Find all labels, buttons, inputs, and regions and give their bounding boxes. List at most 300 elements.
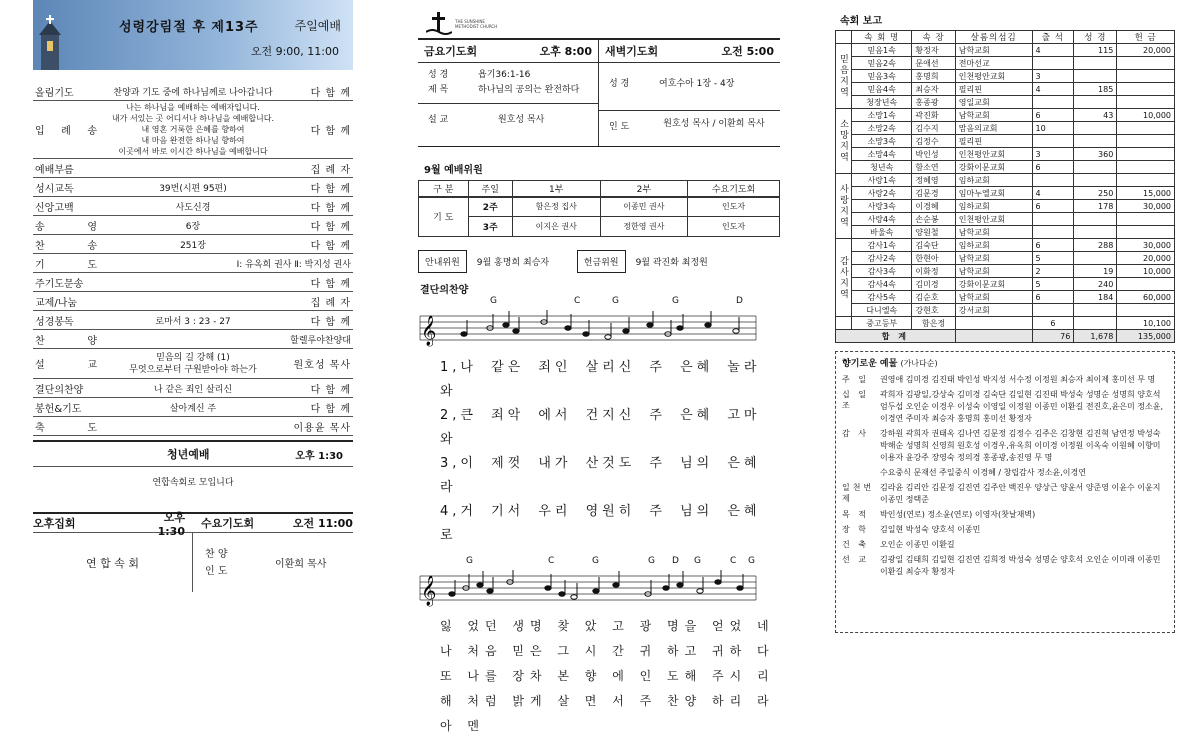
report-cell: 115 xyxy=(1074,44,1117,57)
report-cell: 박인성 xyxy=(912,148,955,161)
report-header-row xyxy=(836,31,1175,44)
report-row xyxy=(836,291,1175,304)
report-row xyxy=(836,278,1175,291)
fri-row-label: 제 목 xyxy=(428,85,449,95)
offering-names: 김광일 김태희 김일현 김진연 김희정 박성숙 성명순 양호석 오인순 이미래 이종민 이환길 최승자 황정자 xyxy=(880,555,1161,576)
report-cell: 홍종광 xyxy=(912,96,955,109)
report-cell: 6 xyxy=(1032,291,1074,304)
order-row xyxy=(33,349,353,379)
note-head xyxy=(449,592,455,597)
report-row xyxy=(836,148,1175,161)
order-content-line: 나는 하나님을 예배하는 예배자입니다. xyxy=(126,103,260,112)
total-cell: 1,678 xyxy=(1074,330,1117,343)
usher-label: 안내위원 xyxy=(418,250,467,273)
report-cell: 손순봉 xyxy=(912,213,955,226)
report-cell: 이화정 xyxy=(912,265,955,278)
report-cell: 김미경 xyxy=(912,278,955,291)
report-cell xyxy=(1074,174,1117,187)
cell-group-report-table xyxy=(835,30,1175,343)
order-content: 살아계신 주 xyxy=(169,403,217,414)
report-cell: 10,000 xyxy=(1117,265,1175,278)
report-cell: 임하교회 xyxy=(955,239,1032,252)
report-cell: 3 xyxy=(1032,70,1074,83)
report-head: 살롬의섬김 xyxy=(955,31,1032,44)
fri-row-label: 성 경 xyxy=(428,70,449,80)
report-cell: 중고등부 xyxy=(852,317,912,330)
report-cell: 필리핀 xyxy=(955,135,1032,148)
offering-names: 김일현 박성숙 양호석 이종민 xyxy=(880,525,981,534)
lyric-line: 4,거 기서 우리 영원히 주 님의 은혜 로 xyxy=(440,504,761,543)
note-head xyxy=(487,589,493,594)
report-cell: 문애선 xyxy=(912,57,955,70)
report-cell xyxy=(1074,57,1117,70)
order-label: 올림기도 xyxy=(35,87,74,99)
church-logo xyxy=(418,0,780,38)
report-region: 소망지역 xyxy=(836,109,852,174)
wc-head: 수요기도회 xyxy=(688,181,780,197)
offering-category: 선 교 xyxy=(842,555,869,564)
order-row xyxy=(33,235,353,254)
report-cell: 믿음1속 xyxy=(852,44,912,57)
offering-item xyxy=(842,374,1168,386)
report-cell: 사랑3속 xyxy=(852,200,912,213)
report-cell xyxy=(1117,226,1175,239)
report-cell: 믿음2속 xyxy=(852,57,912,70)
note-head xyxy=(559,592,565,597)
report-cell: 360 xyxy=(1074,148,1117,161)
lyric-line: 나 처음 믿은 그 시 간 귀 하고 귀하 다 xyxy=(440,644,775,658)
music-staff-2 xyxy=(418,570,758,610)
report-cell xyxy=(1117,122,1175,135)
wc-cell: 이지은 권사 xyxy=(512,217,600,237)
svg-text:𝄞: 𝄞 xyxy=(421,576,437,606)
chord-label: C xyxy=(574,296,581,306)
report-cell: 강현호 xyxy=(912,304,955,317)
report-cell xyxy=(1117,148,1175,161)
report-row xyxy=(836,96,1175,109)
dawn-prayer xyxy=(599,40,780,146)
report-cell xyxy=(1117,174,1175,187)
order-content-line: 무엇으로부터 구원받아야 하는가 xyxy=(129,364,257,375)
report-cell xyxy=(1032,135,1074,148)
sunday-banner xyxy=(33,0,353,70)
wc-head: 구 분 xyxy=(419,181,469,197)
report-cell: 김문경 xyxy=(912,187,955,200)
report-cell: 인천평안교회 xyxy=(955,148,1032,161)
chord-label: G xyxy=(648,556,655,566)
report-cell xyxy=(1117,57,1175,70)
report-head: 속 장 xyxy=(912,31,955,44)
order-content: 사도신경 xyxy=(175,202,211,213)
order-role: 다 함 께 xyxy=(310,240,351,252)
order-content-line: 이곳에서 바로 이시간 하나님을 예배합니다 xyxy=(118,147,268,156)
offering-names: 김라윤 김리안 김문정 김진연 김주안 백진우 양상근 양윤서 양준영 이윤수 이윤지 이종민 정택준 xyxy=(880,483,1161,504)
chord-label: G xyxy=(672,296,679,306)
report-cell: 감사1속 xyxy=(852,239,912,252)
report-row xyxy=(836,187,1175,200)
report-cell: 5 xyxy=(1032,278,1074,291)
report-cell: 필리핀 xyxy=(955,83,1032,96)
total-cell: 76 xyxy=(1032,330,1074,343)
order-content: 로마서 3 : 23 - 27 xyxy=(155,316,231,327)
report-row xyxy=(836,265,1175,278)
hymn-title: 결단의찬양 xyxy=(420,285,469,296)
offering-list xyxy=(835,351,1175,633)
report-region: 사랑지역 xyxy=(836,174,852,239)
chord-label: G xyxy=(612,296,619,306)
report-cell: 184 xyxy=(1074,291,1117,304)
youth-header xyxy=(33,440,353,466)
offering-label: 헌금위원 xyxy=(577,250,626,273)
report-cell xyxy=(1032,226,1074,239)
report-cell xyxy=(955,317,1032,330)
report-cell: 4 xyxy=(1032,44,1074,57)
verses-block-2 xyxy=(418,614,780,739)
report-cell: 20,000 xyxy=(1117,252,1175,265)
note-head xyxy=(677,326,683,331)
report-cell: 다니엘속 xyxy=(852,304,912,317)
wc-head: 2부 xyxy=(600,181,688,197)
report-cell: 영일교회 xyxy=(955,96,1032,109)
wc-cell: 3주 xyxy=(468,217,512,237)
verses-block-1 xyxy=(418,356,780,548)
report-region xyxy=(836,317,852,330)
report-cell: 믿음4속 xyxy=(852,83,912,96)
report-row xyxy=(836,122,1175,135)
order-role: 원호성 목사 xyxy=(293,360,351,371)
wc-row-label: 기 도 xyxy=(419,197,469,237)
report-cell xyxy=(1117,70,1175,83)
dawn-row-value: 여호수아 1장 - 4장 xyxy=(659,79,735,89)
report-cell: 5 xyxy=(1032,252,1074,265)
report-cell: 감사3속 xyxy=(852,265,912,278)
note-head xyxy=(647,323,653,328)
report-cell: 홍명희 xyxy=(912,70,955,83)
order-label: 결단의찬양 xyxy=(35,384,84,396)
report-row xyxy=(836,239,1175,252)
offering-item xyxy=(842,482,1168,506)
wed-row: 찬 양 xyxy=(205,548,228,560)
report-region: 믿음지역 xyxy=(836,44,852,109)
offering-names: 수요중식 문재선 주일중식 이경혜 / 창립감사 정소윤,이경연 xyxy=(880,468,1086,477)
offering-item xyxy=(842,509,1168,521)
report-cell: 소망4속 xyxy=(852,148,912,161)
dawn-row-label: 성 경 xyxy=(609,79,630,89)
wc-cell: 2주 xyxy=(468,197,512,217)
report-row xyxy=(836,226,1175,239)
report-head: 헌 금 xyxy=(1117,31,1175,44)
note-head xyxy=(697,589,703,594)
usher-value: 9월 홍명희 최승자 xyxy=(476,257,550,268)
lyric-line: 잃 었던 생명 찾 았 고 광 명을 얻었 네 xyxy=(440,619,775,633)
report-column xyxy=(835,0,1175,635)
church-icon xyxy=(35,15,65,70)
report-row xyxy=(836,57,1175,70)
order-label: 성경봉독 xyxy=(35,316,74,328)
fri-row-value: 원호성 목사 xyxy=(498,115,545,125)
offering-item xyxy=(842,389,1168,425)
report-cell: 178 xyxy=(1074,200,1117,213)
chord-line-2 xyxy=(418,556,780,570)
report-cell: 양원철 xyxy=(912,226,955,239)
report-cell: 사랑2속 xyxy=(852,187,912,200)
report-cell: 한현아 xyxy=(912,252,955,265)
report-cell: 남학교회 xyxy=(955,252,1032,265)
total-cell: 135,000 xyxy=(1117,330,1175,343)
dawn-label: 새벽기도회 xyxy=(605,45,659,58)
report-cell: 김순호 xyxy=(912,291,955,304)
order-role: Ⅰ: 유옥희 권사 Ⅱ: 박지성 권사 xyxy=(236,259,351,270)
report-cell: 2 xyxy=(1032,265,1074,278)
chord-label: G xyxy=(592,556,599,566)
offering-subtitle: (가나다순) xyxy=(900,359,938,368)
note-head xyxy=(705,323,711,328)
report-row xyxy=(836,252,1175,265)
note-head xyxy=(545,586,551,591)
report-cell: 남학교회 xyxy=(955,226,1032,239)
order-row xyxy=(33,159,353,178)
order-role: 집 례 자 xyxy=(310,164,351,176)
report-head: 속 회 명 xyxy=(852,31,912,44)
offering-names: 강하원 곽희자 권태옥 김나연 김문정 김정수 김주은 김창현 김진혁 남연정 박성숙 박해순 성명희 신영희 원호성 이경우,유옥희 이미경 이정원 이옥숙 이원혜 이향미 이용자 윤강주 장영숙 정의경 홍종광,송진영 무 명 xyxy=(880,429,1161,462)
lyric-line: 또 나를 장차 본 향 에 인 도해 주시 리 xyxy=(440,669,775,683)
report-cell: 남학교회 xyxy=(955,291,1032,304)
report-cell: 10,100 xyxy=(1117,317,1175,330)
report-cell: 소망1속 xyxy=(852,109,912,122)
order-role: 다 함 께 xyxy=(310,278,351,290)
report-row xyxy=(836,213,1175,226)
service-name: 주일예배 xyxy=(294,19,341,33)
report-cell: 10 xyxy=(1032,122,1074,135)
wc-cell: 함은정 집사 xyxy=(512,197,600,217)
order-role: 다 함 께 xyxy=(310,87,351,99)
order-content xyxy=(105,102,281,157)
dawn-row-label: 인 도 xyxy=(609,122,630,132)
report-cell: 4 xyxy=(1032,83,1074,96)
report-cell: 남학교회 xyxy=(955,265,1032,278)
report-total-row xyxy=(836,330,1175,343)
report-row xyxy=(836,200,1175,213)
note-head xyxy=(477,583,483,588)
report-cell: 임마누엘교회 xyxy=(955,187,1032,200)
report-cell: 남학교회 xyxy=(955,44,1032,57)
chord-label: G xyxy=(694,556,701,566)
sunday-order-column xyxy=(33,0,353,635)
report-cell xyxy=(1032,304,1074,317)
offering-value: 9월 곽진화 최정원 xyxy=(635,257,708,268)
report-cell: 감사2속 xyxy=(852,252,912,265)
report-cell xyxy=(1117,83,1175,96)
report-cell: 감사5속 xyxy=(852,291,912,304)
report-row xyxy=(836,304,1175,317)
note-head xyxy=(737,586,743,591)
report-cell xyxy=(1074,161,1117,174)
order-role: 다 함 께 xyxy=(310,221,351,233)
report-cell xyxy=(1074,70,1117,83)
report-cell xyxy=(1117,161,1175,174)
order-role: 다 함 께 xyxy=(310,126,351,137)
report-row xyxy=(836,174,1175,187)
report-cell xyxy=(1074,122,1117,135)
report-cell: 60,000 xyxy=(1117,291,1175,304)
dawn-row-value: 원호성 목사 / 이환희 목사 xyxy=(663,119,765,129)
wc-cell: 인도자 xyxy=(688,197,780,217)
order-label: 주기도문송 xyxy=(35,278,84,290)
report-head: 성 경 xyxy=(1074,31,1117,44)
report-cell: 김숙단 xyxy=(912,239,955,252)
report-cell xyxy=(1032,57,1074,70)
report-cell: 청장년속 xyxy=(852,96,912,109)
report-cell: 이경혜 xyxy=(912,200,955,213)
report-row xyxy=(836,109,1175,122)
report-cell: 바울속 xyxy=(852,226,912,239)
report-cell: 믿음3속 xyxy=(852,70,912,83)
report-cell xyxy=(1032,174,1074,187)
cross-icon xyxy=(426,10,452,36)
report-cell: 정혜영 xyxy=(912,174,955,187)
report-cell xyxy=(1117,304,1175,317)
order-content-line: 믿음의 길 강해 (1) xyxy=(156,352,230,363)
report-cell: 19 xyxy=(1074,265,1117,278)
order-label: 입 례 송 xyxy=(35,126,97,137)
prayer-column xyxy=(418,0,780,733)
report-cell xyxy=(1074,226,1117,239)
order-content: 찬양과 기도 중에 하나님께로 나아갑니다 xyxy=(113,87,273,98)
report-row xyxy=(836,317,1175,330)
order-row xyxy=(33,311,353,330)
offering-category: 장 학 xyxy=(842,525,869,534)
offering-item xyxy=(842,524,1168,536)
offering-category: 일천번제 xyxy=(842,483,875,503)
lyric-line: 1,나 같은 죄인 살리신 주 은혜 놀라 와 xyxy=(440,360,761,399)
order-label: 설 교 xyxy=(35,360,97,371)
order-role: 다 함 께 xyxy=(310,183,351,195)
report-cell: 맘음의교회 xyxy=(955,122,1032,135)
note-head xyxy=(715,580,721,585)
wed-row: 인 도 xyxy=(205,565,228,577)
report-cell: 강화이문교회 xyxy=(955,161,1032,174)
order-label: 신앙고백 xyxy=(35,202,74,214)
note-head xyxy=(583,332,589,337)
report-cell: 사랑1속 xyxy=(852,174,912,187)
total-label: 합 계 xyxy=(836,330,956,343)
order-label: 예배부름 xyxy=(35,164,74,176)
report-cell xyxy=(1032,213,1074,226)
order-row xyxy=(33,292,353,311)
worship-committee-title: 9월 예배위원 xyxy=(424,165,483,176)
fri-row-label: 설 교 xyxy=(428,115,449,125)
order-label: 기 도 xyxy=(35,259,97,271)
report-cell xyxy=(1074,317,1117,330)
offering-item xyxy=(842,554,1168,578)
report-cell: 3 xyxy=(1032,148,1074,161)
wed-time: 오전 11:00 xyxy=(292,517,353,530)
order-content-line: 내 마음 완전한 하나님 향하여 xyxy=(141,136,245,145)
order-content: 251장 xyxy=(180,240,206,251)
order-content: 39번(시편 95편) xyxy=(159,183,227,194)
order-content-line: 내가 서있는 곳 어디서나 하나님을 예배합니다. xyxy=(111,114,275,123)
prayer-box xyxy=(418,38,780,147)
chord-line-1 xyxy=(418,296,780,310)
report-cell: 인천평안교회 xyxy=(955,70,1032,83)
afternoon-name: 연 합 속 회 xyxy=(33,533,193,592)
offering-names: 곽희자 김광일,강상숙 김미경 김숙단 김일현 김진태 박성숙 성명순 성명희 양호석 엄두섭 오인순 이경우 이성숙 이영일 이정원 이종민 이환길 전진호,윤은미 정소윤,이경연 주미자 최승자 홍명희 홍미선 황정자 xyxy=(880,390,1163,423)
report-cell xyxy=(1074,135,1117,148)
service-time: 오전 9:00, 11:00 xyxy=(250,45,339,58)
wed-label: 수요기도회 xyxy=(200,517,255,530)
report-cell: 15,000 xyxy=(1117,187,1175,200)
order-content: 6장 xyxy=(185,221,201,232)
report-cell: 6 xyxy=(1032,317,1074,330)
music-staff-1 xyxy=(418,310,758,350)
wed-body xyxy=(193,533,353,592)
report-corner xyxy=(836,31,852,44)
note-head xyxy=(663,586,669,591)
lyric-line: 해 처럼 밝게 살 면 서 주 찬양 하리 라 아 멘 xyxy=(440,694,775,733)
worship-committee-table xyxy=(418,180,780,237)
friday-label: 금요기도회 xyxy=(424,45,478,58)
lyric-line: 2,큰 죄악 에서 건지신 주 은혜 고마 와 xyxy=(440,408,761,447)
report-cell: 6 xyxy=(1032,109,1074,122)
report-cell: 20,000 xyxy=(1117,44,1175,57)
order-row xyxy=(33,197,353,216)
order-label: 봉헌&기도 xyxy=(35,403,82,415)
order-role: 할렐루야찬양대 xyxy=(290,335,351,346)
offering-category: 주 일 xyxy=(842,375,869,384)
report-cell: 사랑4속 xyxy=(852,213,912,226)
offering-category: 십 일 조 xyxy=(842,390,869,410)
lyric-line: 3,이 제껏 내가 산것도 주 님의 은혜 라 xyxy=(440,456,761,495)
order-row xyxy=(33,82,353,101)
report-cell xyxy=(1074,304,1117,317)
offering-category xyxy=(842,467,880,479)
report-cell xyxy=(1117,96,1175,109)
order-role: 이용윤 목사 xyxy=(293,422,351,434)
report-cell: 황정자 xyxy=(912,44,955,57)
offering-item xyxy=(842,539,1168,551)
report-cell: 185 xyxy=(1074,83,1117,96)
afternoon-time: 오후 1:30 xyxy=(157,510,185,538)
report-cell: 288 xyxy=(1074,239,1117,252)
order-row xyxy=(33,254,353,273)
ushers-row xyxy=(418,249,780,273)
report-cell: 전마선교 xyxy=(955,57,1032,70)
order-label: 송 영 xyxy=(35,221,97,233)
chord-label: C xyxy=(548,556,555,566)
offering-category: 목 적 xyxy=(842,510,869,519)
wed-leader: 이환희 목사 xyxy=(275,559,327,570)
order-label: 축 도 xyxy=(35,422,97,434)
chord-label: G xyxy=(490,296,497,306)
order-role: 다 함 께 xyxy=(310,202,351,214)
wc-head: 1부 xyxy=(512,181,600,197)
wc-cell: 정한영 권사 xyxy=(600,217,688,237)
report-cell: 소망3속 xyxy=(852,135,912,148)
note-head xyxy=(593,589,599,594)
afternoon-body xyxy=(33,532,353,592)
offering-category: 감 사 xyxy=(842,429,869,438)
order-role: 다 함 께 xyxy=(310,316,351,328)
offering-names: 박인성(연로) 정소윤(연로) 이영자(찻날재벽) xyxy=(880,510,1036,519)
chord-label: G xyxy=(748,556,755,566)
order-role: 다 함 께 xyxy=(310,384,351,396)
sunday-title: 성령강림절 후 제13주 xyxy=(119,20,259,35)
dawn-time: 오전 5:00 xyxy=(721,45,774,58)
chord-label: D xyxy=(736,296,743,306)
note-head xyxy=(623,329,629,334)
order-row xyxy=(33,330,353,349)
logo-text: THE SUNSHINE METHODIST CHURCH xyxy=(455,19,498,29)
